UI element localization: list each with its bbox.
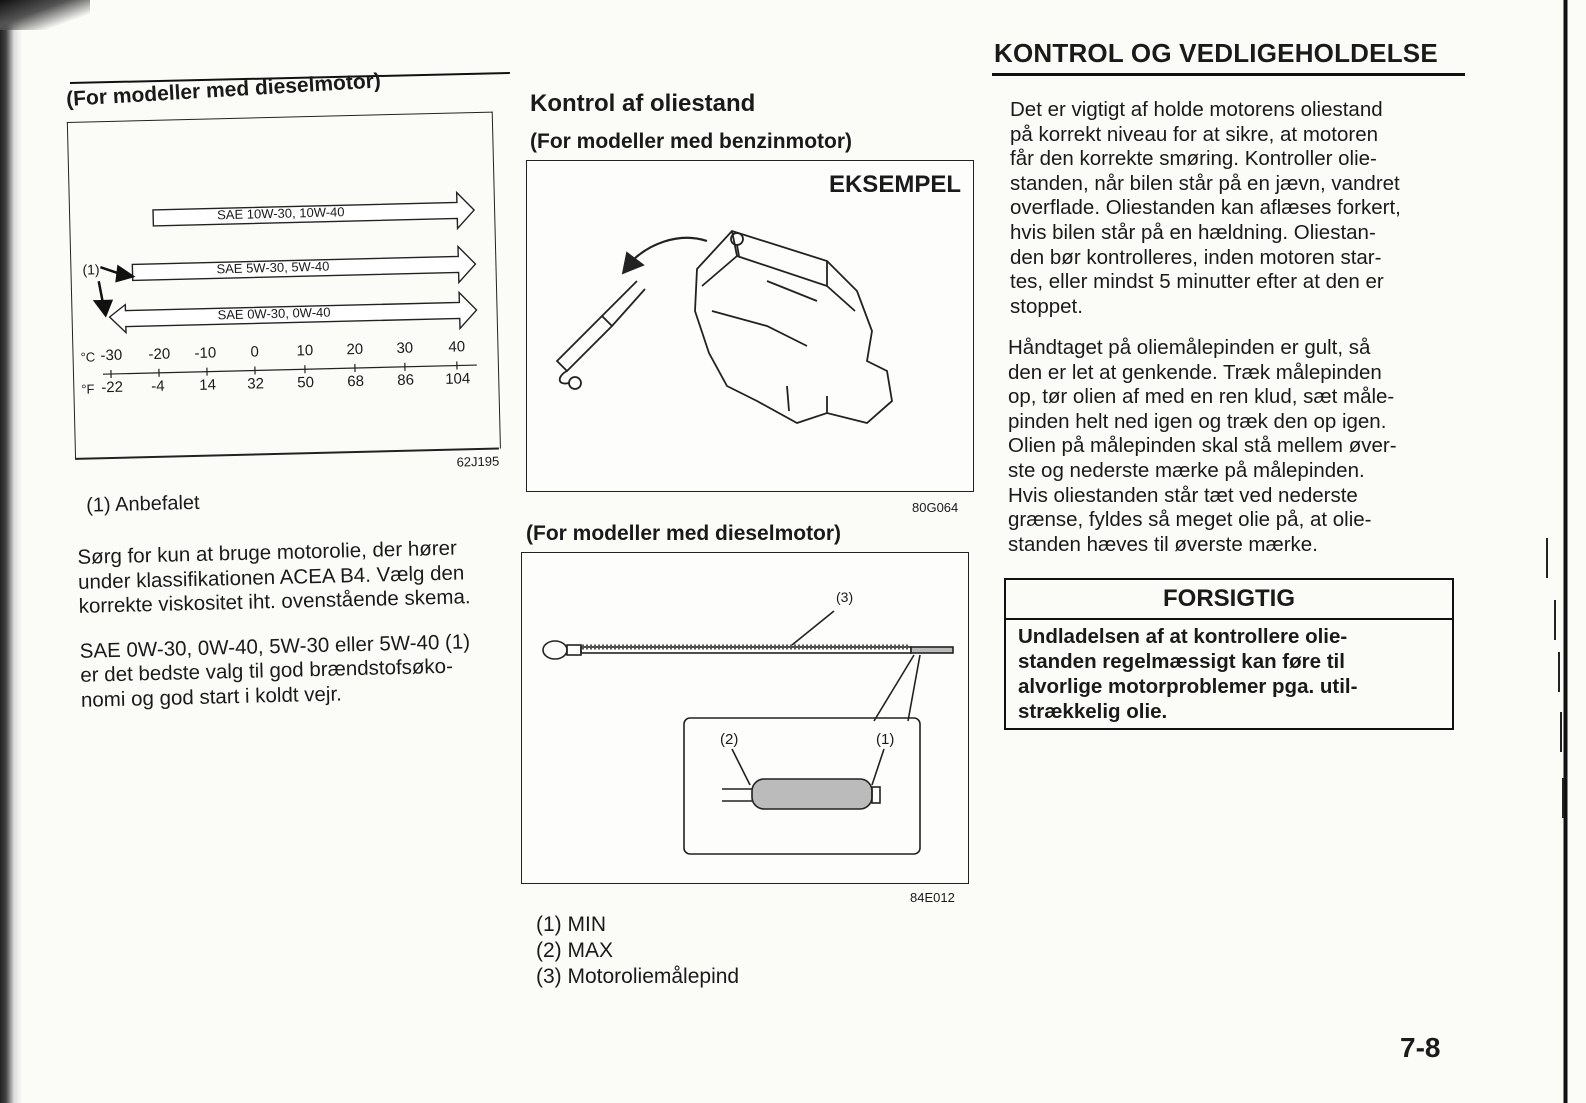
- text-line: Hvis oliestanden står tæt ved nederste: [1008, 483, 1358, 507]
- scan-edge-right: [1546, 0, 1586, 1103]
- diesel-dipstick-figure: [521, 552, 969, 884]
- page-number: 7-8: [1400, 1032, 1441, 1063]
- left-figure-legend: (1) Anbefalet: [85, 491, 200, 517]
- scan-edge-top-left: [0, 0, 90, 30]
- left-column: [65, 69, 511, 713]
- fahrenheit-unit: °F: [81, 381, 95, 397]
- callout-arrows: [94, 266, 133, 315]
- caution-text: [1006, 620, 1452, 728]
- text-line: op, tør olien af med en ren klud, sæt måle-: [1008, 385, 1395, 409]
- viscosity-chart: [67, 112, 499, 462]
- petrol-dipstick-figure: [526, 160, 974, 492]
- margin-bar: [1560, 712, 1562, 752]
- scan-edge-left: [0, 0, 22, 1103]
- figure-code-62j195: 62J195: [456, 453, 500, 470]
- example-label: EKSEMPEL: [828, 171, 961, 198]
- c-tick-label: 30: [396, 339, 414, 358]
- text-line: Sørg for kun at bruge motorolie, der hører: [77, 536, 458, 569]
- f-tick-label: 32: [247, 375, 265, 393]
- text-line: Undladelsen af at kontrollere olie-: [1018, 625, 1348, 648]
- c-tick-label: -10: [194, 344, 217, 362]
- dipstick-illustration: [522, 553, 968, 883]
- left-paragraph-1: [77, 535, 509, 619]
- figure-code-80g064: 80G064: [912, 500, 959, 515]
- text-line: alvorlige motorproblemer pga. util-: [1018, 675, 1358, 698]
- text-line: nomi og god start i koldt vejr.: [80, 682, 343, 712]
- text-line: den bør kontrolleres, inden motoren star-: [1010, 245, 1382, 269]
- text-line: Det er vigtigt af holde motorens oliestand: [1010, 98, 1383, 121]
- figure-code-84e012: 84E012: [910, 890, 955, 905]
- text-line: den er let at genkende. Træk målepinden: [1008, 360, 1382, 384]
- header-rule: [992, 73, 1465, 76]
- margin-bar: [1562, 778, 1564, 818]
- text-line: standen regelmæssigt kan føre til: [1018, 650, 1345, 673]
- section-heading: Kontrol af oliestand: [530, 90, 756, 117]
- c-tick-label: 40: [448, 338, 466, 356]
- grade-label-0w: SAE 0W-30, 0W-40: [217, 304, 331, 323]
- text-line: Olien på målepinden skal stå mellem øver-: [1008, 434, 1397, 458]
- caution-box: [1004, 578, 1454, 730]
- celsius-unit: °C: [80, 349, 96, 365]
- callout-3-label: (3): [836, 589, 854, 605]
- legend-item-min: (1) MIN: [536, 913, 606, 936]
- page-header-title: KONTROL OG VEDLIGEHOLDELSE: [994, 38, 1438, 68]
- f-tick-label: -22: [101, 378, 124, 397]
- text-line: hvis bilen står på en hældning. Oliestan-: [1010, 220, 1376, 244]
- text-line: Håndtaget på oliemålepinden er gult, så: [1008, 336, 1371, 359]
- c-tick-label: 0: [250, 343, 260, 361]
- text-line: stoppet.: [1010, 294, 1083, 318]
- f-tick-label: 14: [199, 376, 217, 394]
- text-line: tes, eller mindst 5 minutter efter at den er: [1010, 270, 1384, 294]
- dipstick-legend: [536, 912, 739, 990]
- legend-item-dipstick: (3) Motoroliemålepind: [536, 965, 740, 988]
- right-paragraph-2: [1008, 336, 1454, 557]
- text-line: får den korrekte smøring. Kontroller olie-: [1010, 147, 1377, 171]
- grade-label-10w: SAE 10W-30, 10W-40: [216, 204, 345, 223]
- engine-illustration: [527, 161, 973, 491]
- margin-bar: [1558, 652, 1560, 692]
- grade-label-5w: SAE 5W-30, 5W-40: [216, 258, 330, 277]
- text-line: er det bedste valg til god brændstofsøko-: [80, 655, 454, 688]
- callout-1-label: (1): [876, 731, 895, 748]
- text-line: grænse, fyldes så meget olie på, at olie-: [1008, 508, 1372, 532]
- caution-title: FORSIGTIG: [1006, 580, 1452, 620]
- viscosity-figure: [67, 112, 499, 462]
- text-line: pinden helt ned igen og træk den op igen.: [1008, 409, 1387, 433]
- text-line: strækkelig olie.: [1018, 700, 1168, 723]
- text-line: på korrekt niveau for at sikre, at motoren: [1010, 122, 1379, 146]
- margin-bar: [1546, 538, 1548, 578]
- c-tick-label: -20: [148, 345, 171, 364]
- text-line: overflade. Oliestanden kan aflæses forkert,: [1010, 196, 1401, 220]
- f-tick-label: 50: [297, 374, 315, 392]
- f-tick-label: 104: [445, 370, 471, 388]
- text-line: standen, når bilen står på en jævn, vandret: [1010, 171, 1400, 195]
- text-line: SAE 0W-30, 0W-40, 5W-30 eller 5W-40 (1): [79, 630, 471, 663]
- f-tick-label: -4: [151, 377, 165, 396]
- margin-bar: [1554, 600, 1556, 640]
- text-line: ste og nederste mærke på målepinden.: [1008, 458, 1365, 482]
- left-subtitle: (For modeller med dieselmotor): [65, 69, 382, 111]
- right-paragraph-1: [1010, 98, 1456, 319]
- diesel-subtitle: (For modeller med dieselmotor): [526, 522, 842, 545]
- legend-item-max: (2) MAX: [536, 939, 614, 962]
- left-paragraph-2: [79, 629, 511, 713]
- petrol-subtitle: (For modeller med benzinmotor): [530, 130, 853, 153]
- text-line: standen hæves til øverste mærke.: [1008, 532, 1318, 556]
- chart-callout-1: (1): [82, 261, 100, 278]
- c-tick-label: -30: [100, 346, 123, 365]
- c-tick-label: 20: [346, 340, 364, 359]
- f-tick-label: 68: [347, 372, 365, 391]
- callout-2-label: (2): [720, 731, 739, 748]
- text-line: under klassifikationen ACEA B4. Vælg den: [77, 561, 465, 594]
- f-tick-label: 86: [397, 371, 415, 389]
- text-line: korrekte viskositet iht. ovenstående skema.: [78, 585, 471, 619]
- c-tick-label: 10: [296, 342, 314, 360]
